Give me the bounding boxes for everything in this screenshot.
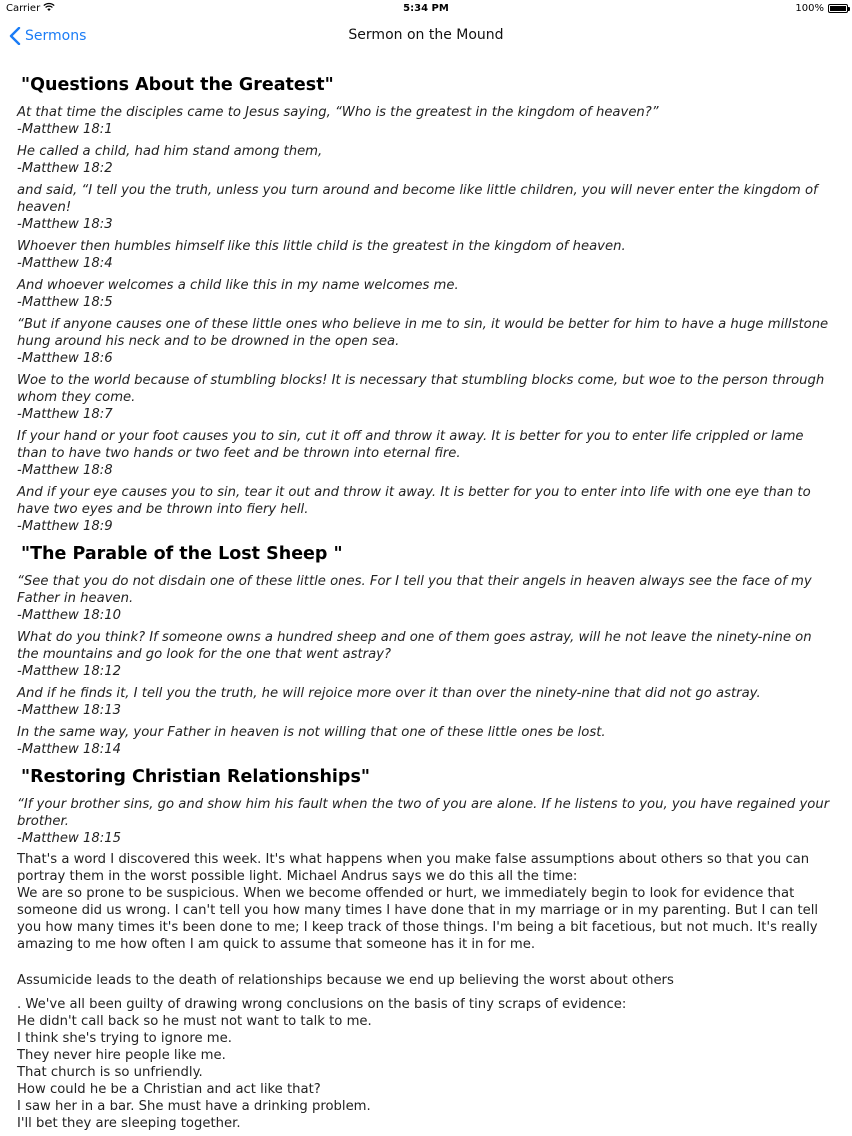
verse-text: and said, “I tell you the truth, unless you turn around and become like little children, you will never enter the kingdom of heaven!: [17, 183, 818, 215]
verse-block: [17, 724, 837, 758]
paragraph: We are so prone to be suspicious. When we become offended or hurt, we immediately begin to look for evidence that someone did us wrong. I can't tell you how many times I have done that in my marriage or in my parenting. But I can tell you how many times it's been done to me; I keep track of those things. I'm being a bit facetious, but not much. It's really amazing to me how often I am quick to assume that someone has it in for me.: [17, 886, 819, 952]
section-relationships: [17, 764, 837, 847]
verse-reference: -Matthew 18:5: [17, 295, 113, 310]
verse-reference: -Matthew 18:8: [17, 463, 113, 478]
list-item: I think she's trying to ignore me.: [17, 1031, 232, 1046]
navigation-bar: [0, 18, 852, 58]
verse-text: And if he finds it, I tell you the truth, he will rejoice more over it than over the ninety-nine that did not go astray.: [17, 686, 761, 701]
verse-text: Woe to the world because of stumbling blocks! It is necessary that stumbling blocks come, but woe to the person through whom they come.: [17, 373, 825, 405]
paragraph: . We've all been guilty of drawing wrong conclusions on the basis of tiny scraps of evidence:: [17, 997, 627, 1012]
verse-block: [17, 796, 837, 847]
section-title: "The Parable of the Lost Sheep ": [21, 544, 343, 564]
list-item: I'll bet they are sleeping together.: [17, 1116, 241, 1131]
verse-text: In the same way, your Father in heaven is not willing that one of these little ones be lost.: [17, 725, 606, 740]
clock: 5:34 PM: [403, 3, 449, 14]
list-item: That church is so unfriendly.: [17, 1065, 203, 1080]
verse-block: [17, 277, 837, 311]
verse-text: What do you think? If someone owns a hundred sheep and one of them goes astray, will he not leave the ninety-nine on the mountains and go look for the one that went astray?: [17, 630, 812, 662]
verse-text: Whoever then humbles himself like this little child is the greatest in the kingdom of heaven.: [17, 239, 626, 254]
verse-reference: -Matthew 18:14: [17, 742, 122, 757]
verse-block: [17, 182, 837, 233]
verse-reference: -Matthew 18:12: [17, 664, 122, 679]
paragraph: That's a word I discovered this week. It's what happens when you make false assumptions about others so that you can portray them in the worst possible light. Michael Andrus says we do this all the time:: [17, 852, 810, 884]
verse-block: [17, 428, 837, 479]
verse-reference: -Matthew 18:10: [17, 608, 122, 623]
verse-reference: -Matthew 18:4: [17, 256, 113, 271]
verse-reference: -Matthew 18:6: [17, 351, 113, 366]
verse-block: [17, 238, 837, 272]
carrier-label: Carrier: [6, 3, 41, 14]
verse-reference: -Matthew 18:13: [17, 703, 122, 718]
page-title: Sermon on the Mound: [348, 27, 504, 43]
verse-block: [17, 685, 837, 719]
verse-block: [17, 143, 837, 177]
list-item: How could he be a Christian and act like that?: [17, 1082, 321, 1097]
back-button-label: Sermons: [25, 28, 87, 44]
section-greatest: [17, 72, 837, 535]
verse-reference: -Matthew 18:2: [17, 161, 113, 176]
verse-reference: -Matthew 18:1: [17, 122, 113, 137]
verse-reference: -Matthew 18:7: [17, 407, 113, 422]
verse-block: [17, 316, 837, 367]
verse-block: [17, 104, 837, 138]
list-item: They never hire people like me.: [17, 1048, 226, 1063]
battery-percent: 100%: [795, 3, 824, 14]
status-bar: [0, 0, 852, 18]
verse-block: [17, 484, 837, 535]
verse-text: If your hand or your foot causes you to sin, cut it off and throw it away. It is better for you to enter life crippled or lame than to have two hands or two feet and be thrown into eternal fire.: [17, 429, 804, 461]
verse-text: At that time the disciples came to Jesus saying, “Who is the greatest in the kingdom of heaven?”: [17, 105, 659, 120]
verse-block: [17, 629, 837, 680]
verse-reference: -Matthew 18:3: [17, 217, 113, 232]
verse-text: He called a child, had him stand among them,: [17, 144, 323, 159]
list-item: He didn't call back so he must not want to talk to me.: [17, 1014, 372, 1029]
paragraph: Assumicide leads to the death of relationships because we end up believing the worst about others: [17, 973, 674, 988]
verse-text: “See that you do not disdain one of these little ones. For I tell you that their angels in heaven always see the face of my Father in heaven.: [17, 574, 812, 606]
battery-icon: [828, 4, 848, 13]
verse-block: [17, 372, 837, 423]
verse-text: “If your brother sins, go and show him his fault when the two of you are alone. If he listens to you, you have regained your brother.: [17, 797, 830, 829]
verse-text: And if your eye causes you to sin, tear it out and throw it away. It is better for you to enter into life with one eye than to have two eyes and be thrown into fiery hell.: [17, 485, 811, 517]
section-lost-sheep: [17, 541, 837, 758]
section-title: "Questions About the Greatest": [21, 75, 334, 95]
sermon-content: [17, 72, 837, 1132]
verse-reference: -Matthew 18:15: [17, 831, 122, 846]
verse-reference: -Matthew 18:9: [17, 519, 113, 534]
section-title: "Restoring Christian Relationships": [21, 767, 370, 787]
list-item: I saw her in a bar. She must have a drinking problem.: [17, 1099, 371, 1114]
verse-text: And whoever welcomes a child like this in my name welcomes me.: [17, 278, 459, 293]
commentary: [17, 851, 837, 1132]
verse-block: [17, 573, 837, 624]
verse-text: “But if anyone causes one of these little ones who believe in me to sin, it would be better for him to have a huge millstone hung around his neck and to be drowned in the open sea.: [17, 317, 829, 349]
